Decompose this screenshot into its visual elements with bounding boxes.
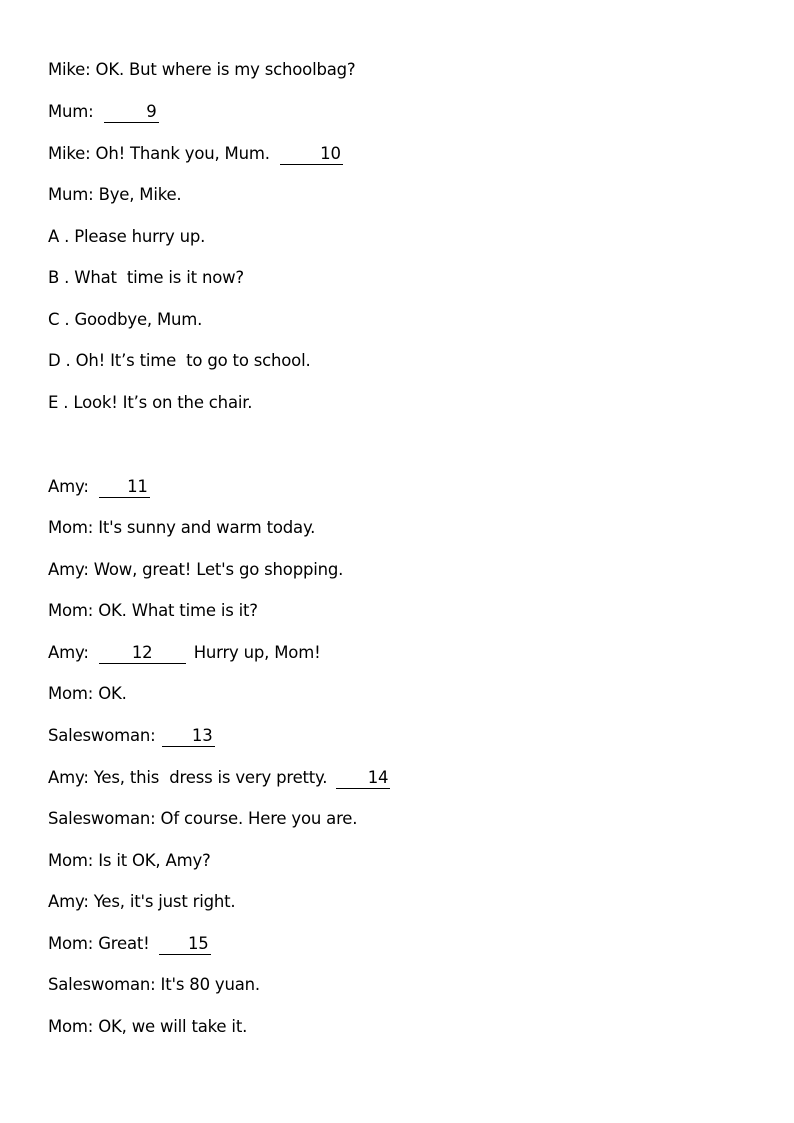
option-b: B . What time is it now? xyxy=(48,268,244,287)
dialogue2-line13: Saleswoman: It's 80 yuan. xyxy=(48,975,260,994)
option-d: D . Oh! It’s time to go to school. xyxy=(48,351,311,370)
speaker-label: Mum: xyxy=(48,102,94,121)
speaker-label: Amy: xyxy=(48,477,89,496)
dialogue1-line4: Mum: Bye, Mike. xyxy=(48,185,182,204)
answer-blank-9[interactable]: 9 xyxy=(104,102,159,123)
dialogue-text: Amy: Yes, this dress is very pretty. xyxy=(48,768,328,787)
dialogue-text: Mike: Oh! Thank you, Mum. xyxy=(48,144,270,163)
option-c: C . Goodbye, Mum. xyxy=(48,310,203,329)
dialogue2-line8 xyxy=(48,767,390,789)
dialogue2-line1 xyxy=(48,476,150,498)
dialogue-text: Mom: Great! xyxy=(48,934,150,953)
dialogue2-line5 xyxy=(48,642,320,664)
answer-blank-10[interactable]: 10 xyxy=(280,144,343,165)
dialogue2-line4: Mom: OK. What time is it? xyxy=(48,601,258,620)
option-a: A . Please hurry up. xyxy=(48,227,206,246)
dialogue1-line3 xyxy=(48,143,343,165)
answer-blank-11[interactable]: 11 xyxy=(99,477,150,498)
speaker-label: Saleswoman: xyxy=(48,726,156,745)
dialogue2-line7 xyxy=(48,725,215,747)
dialogue1-line1: Mike: OK. But where is my schoolbag? xyxy=(48,60,356,79)
answer-blank-14[interactable]: 14 xyxy=(336,768,390,789)
speaker-label: Amy: xyxy=(48,643,89,662)
dialogue2-line6: Mom: OK. xyxy=(48,684,127,703)
dialogue2-line11: Amy: Yes, it's just right. xyxy=(48,892,236,911)
dialogue-text: Hurry up, Mom! xyxy=(193,643,321,662)
option-e: E . Look! It’s on the chair. xyxy=(48,393,253,412)
answer-blank-15[interactable]: 15 xyxy=(159,934,211,955)
dialogue2-line3: Amy: Wow, great! Let's go shopping. xyxy=(48,560,344,579)
dialogue2-line10: Mom: Is it OK, Amy? xyxy=(48,851,211,870)
dialogue2-line14: Mom: OK, we will take it. xyxy=(48,1017,248,1036)
dialogue2-line12 xyxy=(48,933,211,955)
answer-blank-13[interactable]: 13 xyxy=(162,726,215,747)
dialogue2-line2: Mom: It's sunny and warm today. xyxy=(48,518,316,537)
answer-blank-12[interactable]: 12 xyxy=(99,643,186,664)
dialogue2-line9: Saleswoman: Of course. Here you are. xyxy=(48,809,358,828)
dialogue1-line2 xyxy=(48,101,159,123)
